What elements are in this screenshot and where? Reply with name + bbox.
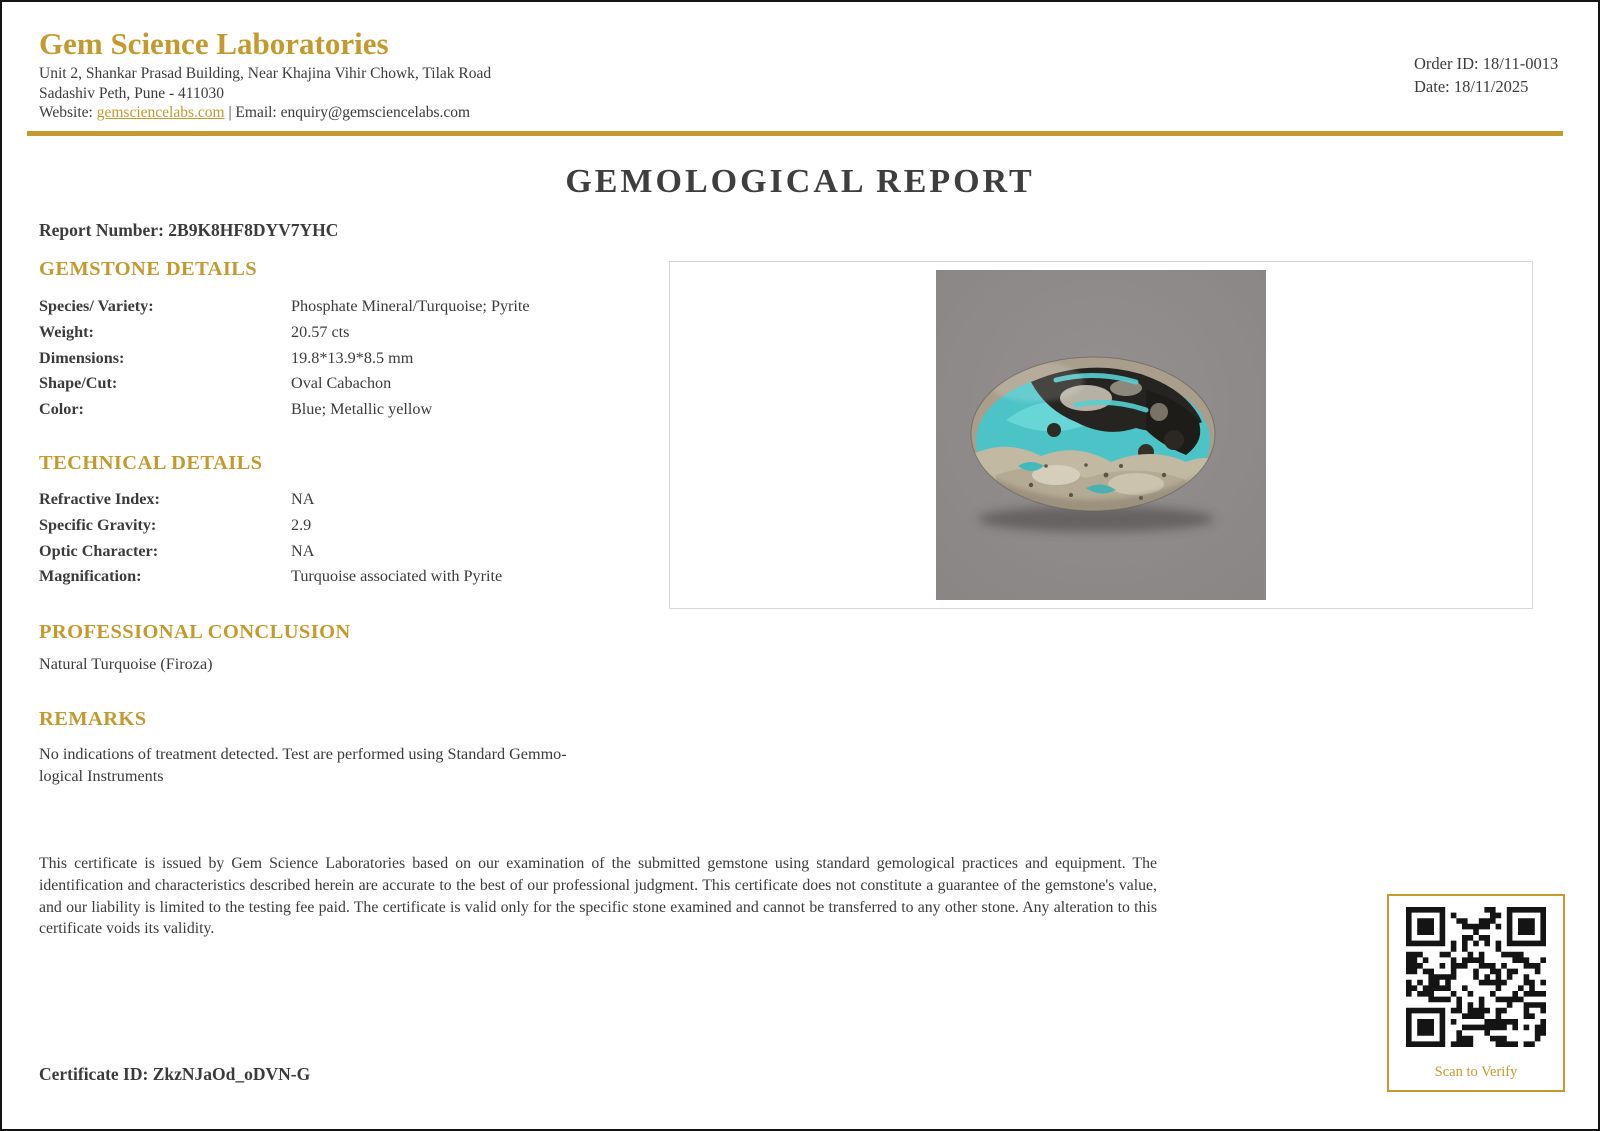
- qr-caption: Scan to Verify: [1434, 1064, 1518, 1080]
- detail-label: Optic Character:: [39, 541, 159, 560]
- remarks-heading: REMARKS: [39, 708, 147, 730]
- report-number: Report Number: 2B9K8HF8DYV7YHC: [39, 220, 339, 240]
- order-id: Order ID: 18/11-0013: [1414, 54, 1559, 73]
- address-line-1: Unit 2, Shankar Prasad Building, Near Khajina Vihir Chowk, Tilak Road: [39, 65, 492, 82]
- photo-frame: [669, 261, 1533, 609]
- technical-details-table: [39, 487, 502, 590]
- detail-label: Magnification:: [39, 567, 142, 586]
- detail-value: Blue; Metallic yellow: [291, 400, 433, 419]
- remarks-line-1: No indications of treatment detected. Test are performed using Standard Gemmo-: [39, 745, 567, 763]
- report-date: Date: 18/11/2025: [1414, 77, 1529, 96]
- website-label: Website:: [39, 104, 93, 122]
- detail-value: 20.57 cts: [291, 322, 350, 341]
- detail-value: Phosphate Mineral/Turquoise; Pyrite: [291, 297, 530, 315]
- remarks-line-2: logical Instruments: [39, 766, 164, 785]
- qr-box: [1387, 894, 1565, 1092]
- detail-label: Refractive Index:: [39, 490, 160, 508]
- address-line-2: Sadashiv Peth, Pune - 411030: [39, 84, 224, 102]
- detail-label: Weight:: [39, 322, 94, 341]
- website-link[interactable]: gemsciencelabs.com: [96, 104, 225, 122]
- technical-details-heading: TECHNICAL DETAILS: [39, 452, 263, 474]
- certificate-id: Certificate ID: ZkzNJaOd_oDVN-G: [39, 1064, 311, 1084]
- disclaimer-text: This certificate is issued by Gem Science Laboratories based on our examination of the submitted gemstone using standard gemological practices and equipment. The identification and characteristics described herein are accurate to the best of our professional judgment. This certificate does not constitute a guarantee of the gemstone's value, and our liability is limited to the testing fee paid. The certificate is valid only for the specific stone examined and cannot be transferred to any other stone. Any alteration to this certificate voids its validity.: [39, 855, 1157, 938]
- gemstone-photo: [936, 270, 1266, 600]
- detail-value: Turquoise associated with Pyrite: [291, 567, 503, 586]
- gemstone-details-heading: GEMSTONE DETAILS: [39, 258, 258, 280]
- header-divider: [27, 131, 1563, 136]
- detail-label: Dimensions:: [39, 348, 125, 367]
- detail-label: Shape/Cut:: [39, 374, 118, 393]
- detail-label: Specific Gravity:: [39, 515, 157, 534]
- email-text: | Email: enquiry@gemsciencelabs.com: [228, 104, 471, 122]
- detail-value: 19.8*13.9*8.5 mm: [291, 348, 414, 367]
- detail-value: 2.9: [291, 515, 312, 534]
- remarks-text: [39, 744, 567, 787]
- conclusion-text: Natural Turquoise (Firoza): [39, 655, 213, 673]
- detail-value: NA: [291, 541, 315, 560]
- company-name: Gem Science Laboratories: [39, 26, 389, 61]
- detail-value: NA: [291, 490, 315, 508]
- page-title: GEMOLOGICAL REPORT: [565, 163, 1035, 200]
- company-address: [39, 64, 491, 123]
- detail-label: Species/ Variety:: [39, 297, 154, 315]
- detail-label: Color:: [39, 400, 84, 419]
- address-line-3: [39, 103, 491, 123]
- gemstone-details-table: [39, 294, 530, 423]
- qr-code: [1406, 907, 1546, 1047]
- conclusion-heading: PROFESSIONAL CONCLUSION: [39, 621, 351, 643]
- order-info: [1414, 52, 1558, 98]
- detail-value: Oval Cabachon: [291, 374, 392, 393]
